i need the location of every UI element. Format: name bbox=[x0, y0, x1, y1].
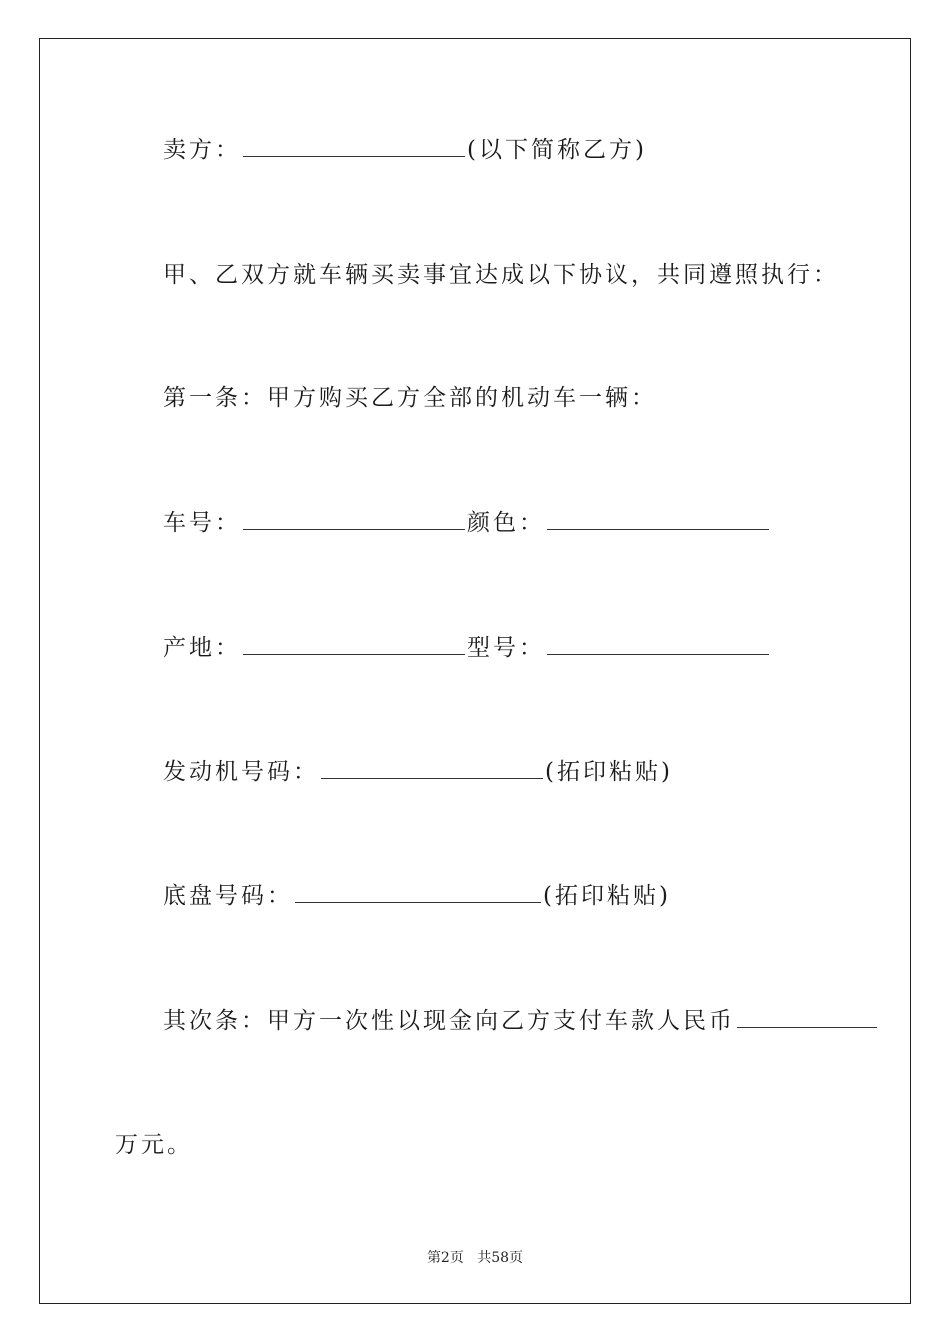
article-2-end: 万元。 bbox=[115, 1132, 193, 1158]
origin-model-line bbox=[163, 633, 771, 663]
page-footer bbox=[0, 1247, 950, 1267]
model-label: 型号： bbox=[467, 635, 545, 661]
engine-line bbox=[163, 757, 673, 787]
page-total: 共58页 bbox=[477, 1250, 524, 1266]
engine-blank[interactable] bbox=[321, 760, 543, 779]
plate-label: 车号： bbox=[163, 510, 241, 536]
engine-suffix: (拓印粘贴) bbox=[545, 759, 673, 785]
chassis-blank[interactable] bbox=[295, 884, 541, 903]
origin-blank[interactable] bbox=[243, 636, 465, 655]
seller-line bbox=[163, 135, 647, 165]
article-2-text: 其次条：甲方一次性以现金向乙方支付车款人民币 bbox=[163, 1008, 735, 1034]
article-2 bbox=[163, 1006, 879, 1036]
agreement-intro: 甲、乙双方就车辆买卖事宜达成以下协议，共同遵照执行： bbox=[163, 262, 839, 288]
model-blank[interactable] bbox=[547, 636, 769, 655]
plate-blank[interactable] bbox=[243, 511, 465, 530]
origin-label: 产地： bbox=[163, 635, 241, 661]
page-number: 第2页 bbox=[426, 1250, 464, 1266]
chassis-line bbox=[163, 881, 671, 911]
engine-label: 发动机号码： bbox=[163, 759, 319, 785]
chassis-suffix: (拓印粘贴) bbox=[543, 883, 671, 909]
amount-blank[interactable] bbox=[737, 1009, 877, 1028]
color-label: 颜色： bbox=[467, 510, 545, 536]
seller-blank[interactable] bbox=[243, 138, 465, 157]
article-1: 第一条：甲方购买乙方全部的机动车一辆： bbox=[163, 385, 657, 411]
color-blank[interactable] bbox=[547, 511, 769, 530]
plate-color-line bbox=[163, 508, 771, 538]
seller-label: 卖方： bbox=[163, 137, 241, 163]
chassis-label: 底盘号码： bbox=[163, 883, 293, 909]
seller-suffix: (以下简称乙方) bbox=[467, 137, 647, 163]
page-border bbox=[39, 38, 911, 1304]
